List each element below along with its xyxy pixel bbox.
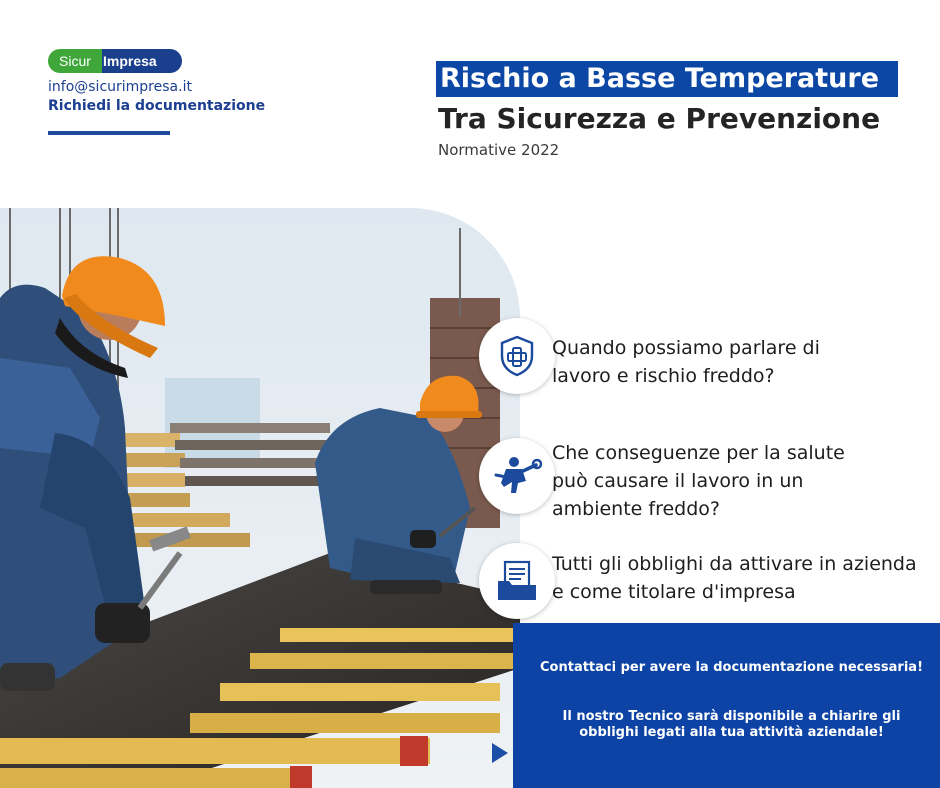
point-1-text: Quando possiamo parlare di lavoro e rischio freddo? [552, 337, 820, 387]
construction-workers-photo [0, 208, 520, 788]
shield-medical-icon [497, 334, 537, 378]
cta-line-2: Il nostro Tecnico sarà disponibile a chiarire gli obblighi legati alla tua attività aziendale! [562, 709, 901, 740]
point-1-icon-badge [479, 318, 555, 394]
sicurimpresa-logo [48, 49, 182, 73]
document-folder-icon [495, 559, 539, 603]
point-3-icon-badge [479, 543, 555, 619]
logo-part-sicur: Sicur [48, 49, 102, 73]
worker-wrench-icon [492, 453, 542, 499]
point-3-text: Tutti gli obblighi da attivare in azienda e come titolare d'impresa [552, 553, 917, 603]
normative-label: Normative 2022 [438, 141, 560, 159]
logo-part-impresa: Impresa [102, 49, 182, 73]
contact-email-link[interactable]: info@sicurimpresa.it [48, 79, 192, 95]
contact-cta-panel[interactable] [513, 623, 940, 788]
cta-line-1: Contattaci per avere la documentazione necessaria! [540, 660, 923, 675]
request-documentation-link[interactable]: Richiedi la documentazione [48, 98, 266, 114]
point-2-icon-badge [479, 438, 555, 514]
point-2-text: Che conseguenze per la salute può causare il lavoro in un ambiente freddo? [552, 442, 845, 520]
page-title: Rischio a Basse Temperature [436, 61, 898, 97]
header-divider [48, 131, 170, 135]
page-subtitle: Tra Sicurezza e Prevenzione [438, 102, 881, 135]
